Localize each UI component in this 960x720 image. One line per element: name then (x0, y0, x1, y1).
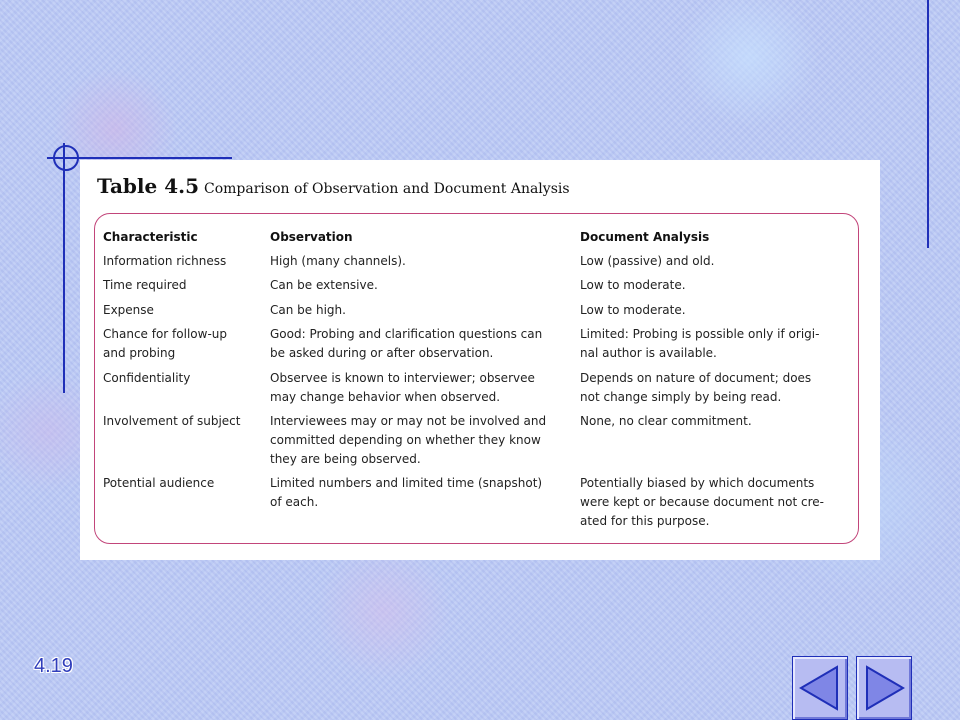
row-information-richness-characteristic: Information richness (103, 254, 227, 268)
row-audience-document: Potentially biased by which documents were kept or because document not cre- ated for this purpose. (580, 476, 825, 528)
row-confidentiality-observation: Observee is known to interviewer; observee may change behavior when observed. (270, 371, 535, 404)
header-document-analysis: Document Analysis (580, 230, 710, 244)
triangle-right-icon (861, 663, 907, 713)
row-time-required-observation: Can be extensive. (270, 278, 378, 292)
row-follow-up-document: Limited: Probing is possible only if origi- nal author is available. (580, 327, 820, 360)
row-audience-characteristic: Potential audience (103, 476, 215, 490)
row-confidentiality-characteristic: Confidentiality (103, 371, 191, 385)
header-observation: Observation (270, 230, 353, 244)
row-involvement-characteristic: Involvement of subject (103, 414, 241, 428)
table-panel (80, 160, 880, 560)
row-time-required-characteristic: Time required (103, 278, 187, 292)
page-number: 4.19 (34, 655, 73, 677)
row-follow-up-characteristic: Chance for follow-up and probing (103, 327, 227, 360)
header-characteristic: Characteristic (103, 230, 198, 244)
row-confidentiality-document: Depends on nature of document; does not change simply by being read. (580, 371, 812, 404)
table-caption: Comparison of Observation and Document Analysis (204, 181, 570, 197)
row-involvement-document: None, no clear commitment. (580, 414, 752, 428)
row-audience-observation: Limited numbers and limited time (snapshot) of each. (270, 476, 543, 509)
table-number: Table 4.5 (97, 174, 199, 198)
table-title (97, 174, 570, 198)
row-information-richness-document: Low (passive) and old. (580, 254, 715, 268)
next-slide-button[interactable] (856, 656, 912, 720)
row-involvement-observation: Interviewees may or may not be involved and committed depending on whether they know they are being observed. (270, 414, 547, 466)
decor-right-vertical-line (927, 0, 929, 248)
previous-slide-button[interactable] (792, 656, 848, 720)
decor-circle (53, 145, 79, 171)
row-follow-up-observation: Good: Probing and clarification questions can be asked during or after observation. (270, 327, 543, 360)
row-expense-document: Low to moderate. (580, 303, 686, 317)
triangle-left-icon (797, 663, 843, 713)
row-time-required-document: Low to moderate. (580, 278, 686, 292)
row-expense-observation: Can be high. (270, 303, 346, 317)
row-information-richness-observation: High (many channels). (270, 254, 406, 268)
decor-vertical-line (63, 143, 65, 393)
row-expense-characteristic: Expense (103, 303, 154, 317)
